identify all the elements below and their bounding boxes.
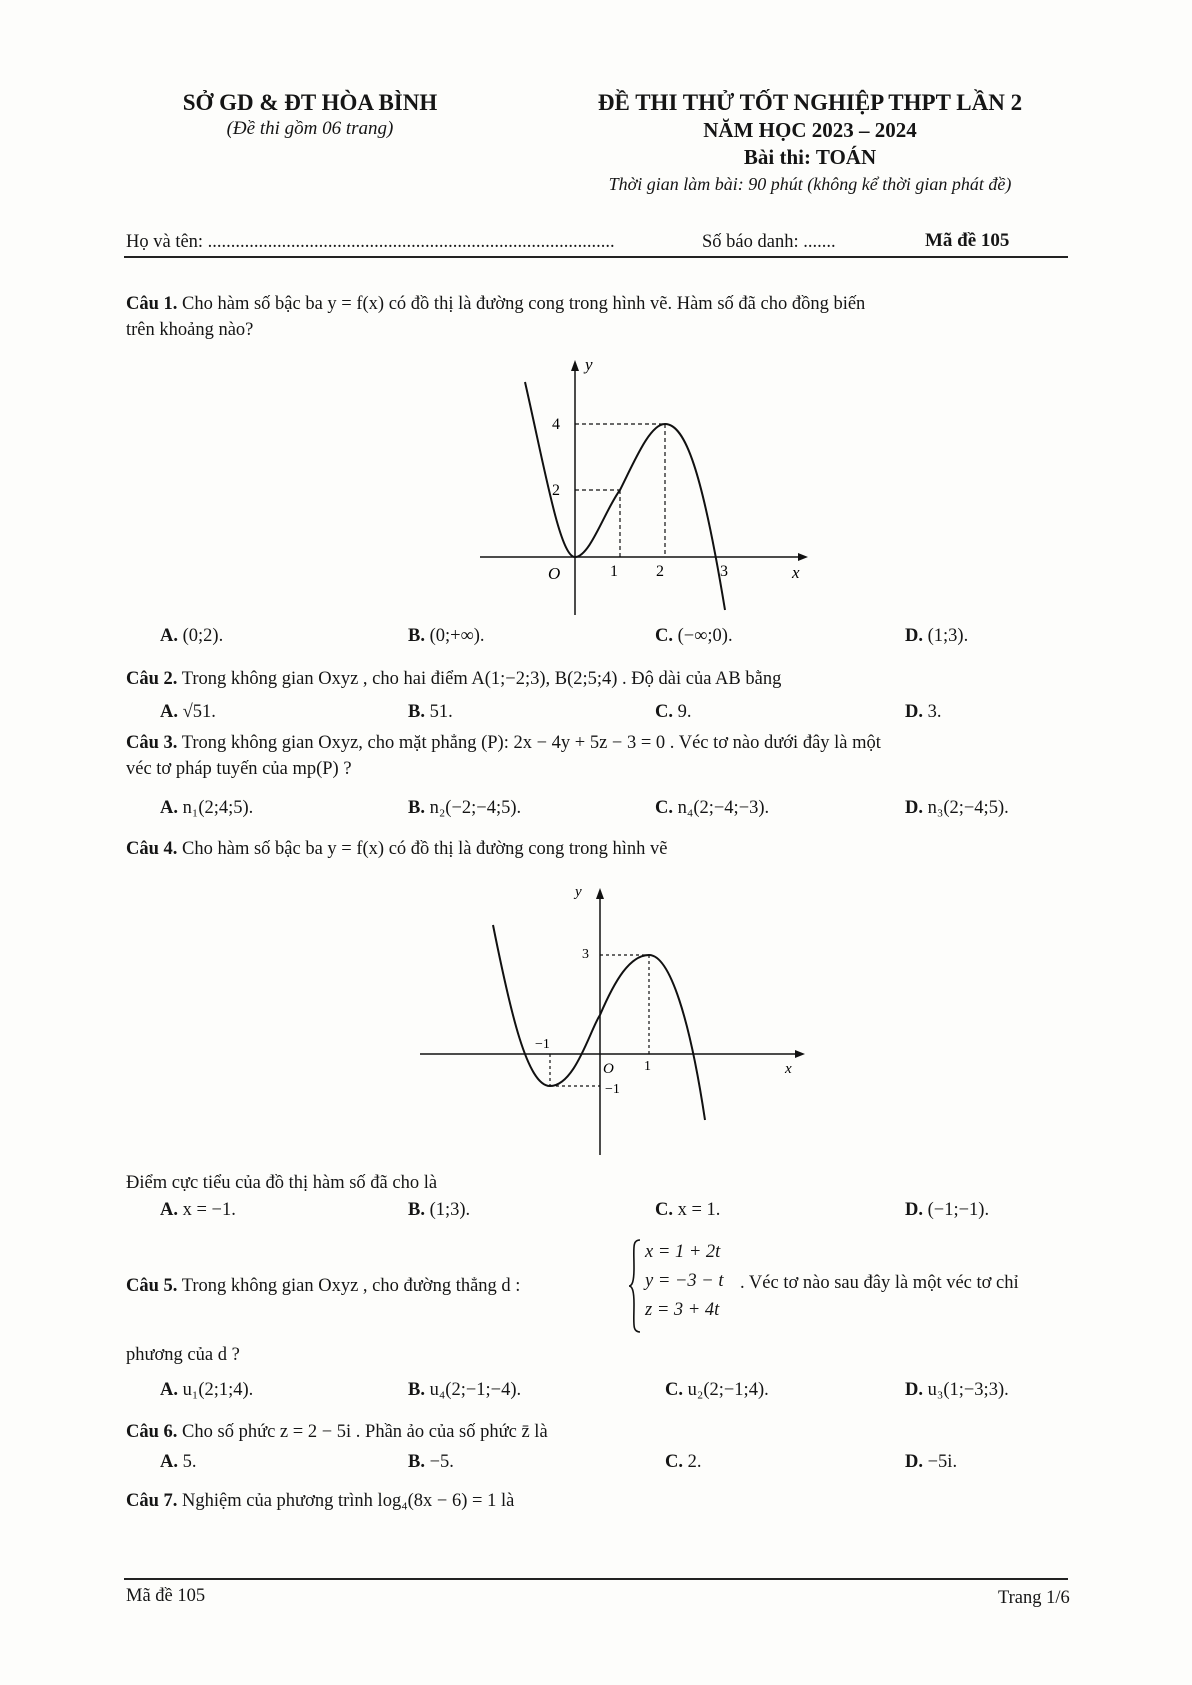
option-a[interactable]: A. √51. [160, 702, 216, 722]
time-note: Thời gian làm bài: 90 phút (không kể thời gian phát đề) [608, 174, 1012, 194]
x-tick-label: 1 [610, 563, 618, 580]
option-d[interactable]: D. u₃(1;−3;3). [905, 1380, 1009, 1400]
header-left [130, 90, 490, 140]
exam-code: Mã đề 105 [925, 230, 1010, 251]
question-number: Câu 3. [126, 733, 178, 753]
option-a[interactable]: A. u₁(2;1;4). [160, 1380, 254, 1400]
option-a[interactable]: A. n₁(2;4;5). [160, 798, 254, 818]
question-4-prompt: Điểm cực tiểu của đồ thị hàm số đã cho là [126, 1173, 438, 1193]
question-number: Câu 6. [126, 1422, 178, 1442]
y-tick-label: 4 [552, 416, 560, 433]
option-d[interactable]: D. n₃(2;−4;5). [905, 798, 1009, 818]
option-a[interactable]: A. (0;2). [160, 626, 224, 646]
x-axis-label: x [792, 563, 800, 582]
question-text-after: . Véc tơ nào sau đây là một véc tơ chỉ [740, 1273, 1019, 1293]
option-d[interactable]: D. (1;3). [905, 626, 969, 646]
question-number: Câu 1. [126, 294, 178, 314]
question-text: Trong không gian Oxyz, cho mặt phẳng (P): 2x − 4y + 5z − 3 = 0 . Véc tơ nào dưới đây là một [181, 733, 881, 753]
question-3 [126, 730, 1086, 782]
y-tick-label: 3 [582, 947, 589, 962]
equation-x: x = 1 + 2t [645, 1242, 721, 1262]
question-number: Câu 7. [126, 1491, 178, 1511]
question-6 [126, 1419, 1086, 1445]
question-text: Cho hàm số bậc ba y = f(x) có đồ thị là đường cong trong hình vẽ. Hàm số đã cho đồng biến [182, 294, 866, 314]
option-b[interactable]: B. (1;3). [408, 1200, 471, 1220]
option-d[interactable]: D. 3. [905, 702, 942, 722]
question-text: Nghiệm của phương trình log₄(8x − 6) = 1 là [182, 1491, 515, 1511]
equation-z: z = 3 + 4t [645, 1300, 720, 1320]
question-7 [126, 1488, 1086, 1514]
x-tick-label: −1 [535, 1037, 550, 1052]
option-d[interactable]: D. (−1;−1). [905, 1200, 990, 1220]
option-c[interactable]: C. u₂(2;−1;4). [665, 1380, 769, 1400]
question-2 [126, 666, 1086, 692]
x-axis-label: x [785, 1061, 792, 1077]
options-q3 [160, 798, 1060, 826]
footer-divider [124, 1578, 1068, 1580]
x-tick-label: 2 [656, 563, 664, 580]
equation-y: y = −3 − t [645, 1271, 724, 1291]
option-b[interactable]: B. 51. [408, 702, 453, 722]
system-brace [628, 1238, 642, 1334]
y-axis-arrow [571, 360, 579, 371]
exam-title: ĐỀ THI THỬ TỐT NGHIỆP THPT LẦN 2 [597, 90, 1023, 115]
option-d[interactable]: D. −5i. [905, 1452, 958, 1472]
school-year: NĂM HỌC 2023 – 2024 [703, 118, 917, 142]
question-text: Trong không gian Oxyz , cho đường thẳng d : [181, 1276, 521, 1296]
options-q5 [160, 1380, 1060, 1408]
question-4 [126, 836, 1086, 862]
question-text-2: véc tơ pháp tuyến của mp(P) ? [126, 759, 352, 779]
header-right [540, 90, 1080, 195]
y-tick-label: 2 [552, 482, 560, 499]
page-number: Trang 1/6 [998, 1588, 1070, 1608]
option-b[interactable]: B. (0;+∞). [408, 626, 485, 646]
question-number: Câu 2. [126, 669, 178, 689]
option-c[interactable]: C. (−∞;0). [655, 626, 733, 646]
option-b[interactable]: B. −5. [408, 1452, 454, 1472]
subject: Bài thi: TOÁN [743, 145, 877, 169]
y-axis-label: y [575, 884, 582, 900]
header-divider [124, 256, 1068, 258]
graph-q4 [415, 880, 815, 1160]
x-tick-label: 1 [644, 1059, 651, 1074]
option-b[interactable]: B. u₄(2;−1;−4). [408, 1380, 522, 1400]
x-axis-arrow [795, 1050, 805, 1058]
option-c[interactable]: C. x = 1. [655, 1200, 721, 1220]
option-a[interactable]: A. 5. [160, 1452, 197, 1472]
question-text-2: trên khoảng nào? [126, 320, 254, 340]
options-q2 [160, 702, 1060, 730]
y-axis-label: y [585, 355, 593, 374]
option-b[interactable]: B. n₂(−2;−4;5). [408, 798, 522, 818]
question-number: Câu 4. [126, 839, 178, 859]
question-5 [126, 1273, 646, 1299]
student-name-field: Họ và tên: ........................................................................................ [126, 232, 615, 252]
origin-label: O [603, 1061, 614, 1077]
option-c[interactable]: C. n₄(2;−4;−3). [655, 798, 770, 818]
origin-label: O [548, 564, 561, 583]
question-text: Cho hàm số bậc ba y = f(x) có đồ thị là đường cong trong hình vẽ [182, 839, 668, 859]
option-c[interactable]: C. 9. [655, 702, 692, 722]
page-count-note: (Đề thi gồm 06 trang) [226, 118, 394, 139]
y-axis-arrow [596, 888, 604, 899]
question-number: Câu 5. [126, 1276, 178, 1296]
options-q1 [160, 626, 1060, 654]
question-text: Trong không gian Oxyz , cho hai điểm A(1;−2;3), B(2;5;4) . Độ dài của AB bằng [181, 669, 782, 689]
x-axis-arrow [798, 553, 808, 561]
line-equations [645, 1238, 724, 1325]
cubic-curve [493, 925, 705, 1120]
graph-q1 [470, 350, 820, 620]
question-text: Cho số phức z = 2 − 5i . Phần ảo của số phức z̄ là [182, 1422, 548, 1442]
footer-exam-code: Mã đề 105 [126, 1586, 206, 1606]
question-1 [126, 291, 1086, 343]
x-tick-label: 3 [720, 563, 728, 580]
option-c[interactable]: C. 2. [665, 1452, 702, 1472]
y-tick-label: −1 [605, 1082, 620, 1097]
student-id-field: Số báo danh: ....... [702, 232, 836, 252]
options-q4 [160, 1200, 1060, 1228]
question-5-line2: phương của d ? [126, 1345, 240, 1365]
option-a[interactable]: A. x = −1. [160, 1200, 236, 1220]
options-q6 [160, 1452, 1060, 1480]
department-name: SỞ GD & ĐT HÒA BÌNH [182, 90, 438, 115]
